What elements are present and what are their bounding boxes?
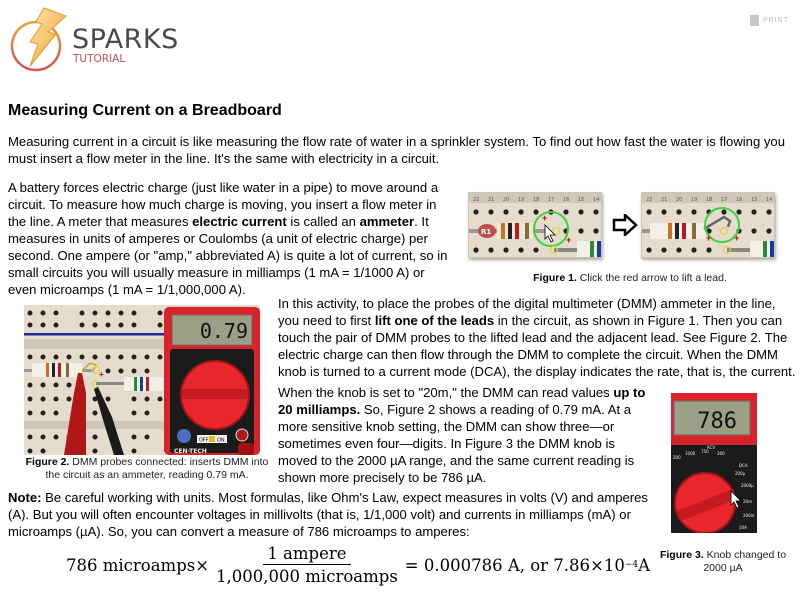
svg-text:19: 19 (691, 197, 698, 203)
svg-text:1000: 1000 (685, 451, 696, 456)
svg-text:+: + (566, 235, 572, 245)
svg-text:750: 750 (701, 449, 709, 454)
note-paragraph: Note: Be careful working with units. Most formulas, like Ohm's Law, expect measures in volts (V) and amperes (A). But you will often encounter voltages in millivolts (that is, 1/1,000 volt) and currents in milliamps (mA) or microamps (µA). So, you can convert a measure of 786 microamps to amperes: (8, 490, 648, 539)
svg-text:0.79: 0.79 (199, 319, 248, 343)
svg-text:17: 17 (721, 197, 728, 203)
print-icon (750, 15, 759, 26)
svg-text:16: 16 (736, 197, 743, 203)
conversion-equation (66, 544, 650, 586)
figure-3-image (671, 393, 757, 533)
svg-text:14: 14 (593, 197, 600, 203)
svg-text:18: 18 (533, 197, 540, 203)
svg-text:DCA: DCA (739, 463, 748, 468)
figure-1 (468, 190, 798, 270)
svg-text:20: 20 (676, 197, 683, 203)
svg-text:19: 19 (518, 197, 525, 203)
figure-1-caption: Figure 1. Click the red arrow to lift a lead. (533, 272, 727, 284)
ammeter-paragraph: A battery forces electric charge (just like water in a pipe) to move around a circuit. To measure how much charge is moving, you insert a flow meter in the line. A meter that measures electric current is called an ammeter. It measures in units of amperes or Coulombs (a unit of electric charge) per second. One ampere (or "amp," abbreviated A) is quite a lot of current, so in small circuits you will usually measure in milliamps (1 mA = 1/1000 A) or even microamps (1 mA = 1/1,000,000 A). (8, 180, 448, 297)
svg-text:ACV: ACV (707, 445, 716, 450)
equation-fraction (212, 544, 402, 586)
svg-text:R1: R1 (481, 228, 492, 236)
svg-text:20: 20 (503, 197, 510, 203)
svg-text:200: 200 (673, 455, 681, 460)
intro-paragraph: Measuring current in a circuit is like measuring the flow rate of water in a sprinkler system. To find out how fast the water is flowing you must insert a flow meter in the line. It's the same with electricity in a circuit. (8, 134, 785, 166)
svg-text:16: 16 (563, 197, 570, 203)
svg-text:+: + (706, 233, 712, 243)
svg-text:+: + (99, 370, 104, 379)
svg-text:200: 200 (717, 451, 725, 456)
svg-text:15: 15 (751, 197, 758, 203)
svg-text:2000µ: 2000µ (741, 483, 754, 488)
svg-text:21: 21 (661, 197, 668, 203)
lightning-bolt-icon (6, 6, 72, 72)
activity-paragraph: In this activity, to place the probes of the digital multimeter (DMM) ammeter in the line, you need to first lift one of the leads in the circuit, as shown in Figure 1. Then you can touch the pair of DMM probes to the lifted lead and the adjacent lead. See Figure 2. The electric charge can then flow through the DMM to complete the circuit. When the DMM knob is turned to a current mode (DCA), the display indicates the rate, that is, the current. (278, 296, 796, 379)
print-button[interactable] (750, 15, 789, 26)
logo-subtitle: TUTORIAL (73, 53, 126, 65)
svg-text:+: + (542, 213, 548, 223)
svg-text:200µ: 200µ (735, 471, 746, 476)
svg-text:+: + (734, 233, 740, 243)
knob-paragraph: When the knob is set to "20m," the DMM can read values up to 20 milliamps. So, Figure 2 shows a reading of 0.79 mA. At a more sensitive knob setting, the DMM can show three—or sometimes even four—digits. In Figure 3 the DMM knob is moved to the 2000 µA range, and the same current reading is shown more precisely to be 786 µA. (278, 385, 646, 485)
svg-text:ON: ON (217, 437, 225, 444)
figure-2-image (24, 305, 260, 455)
svg-text:CEN-TECH: CEN-TECH (174, 448, 207, 455)
svg-text:17: 17 (548, 197, 555, 203)
svg-text:21: 21 (488, 197, 495, 203)
figure-2-caption: Figure 2. DMM probes connected: inserts DMM into the circuit as an ammeter, reading 0.79 mA. (25, 456, 269, 481)
svg-text:OFF: OFF (199, 437, 209, 444)
figure-1-before-image (468, 192, 602, 258)
svg-text:20m: 20m (743, 499, 752, 504)
svg-text:786: 786 (697, 409, 737, 434)
equation-left: 786 microamps× (66, 555, 210, 575)
svg-text:10A: 10A (739, 525, 747, 530)
right-arrow-icon (612, 214, 638, 236)
figure-3-caption: Figure 3. Knob changed to 2000 µA (659, 549, 787, 574)
equation-denominator: 1,000,000 microamps (216, 567, 398, 586)
svg-text:200m: 200m (743, 513, 755, 518)
equation-unit: A (638, 555, 651, 575)
svg-text:14: 14 (766, 197, 773, 203)
page-title: Measuring Current on a Breadboard (8, 102, 282, 119)
equation-numerator: 1 ampere (263, 544, 350, 565)
equation-result: = 0.000786 A, or 7.86×10 (404, 555, 625, 575)
print-label: PRINT (763, 17, 789, 24)
equation-exponent: −4 (624, 560, 639, 570)
svg-text:22: 22 (473, 197, 480, 203)
svg-text:22: 22 (646, 197, 653, 203)
logo-title: SPARKS (72, 24, 179, 55)
svg-text:18: 18 (706, 197, 713, 203)
svg-text:15: 15 (578, 197, 585, 203)
figure-1-after-image (641, 192, 775, 258)
